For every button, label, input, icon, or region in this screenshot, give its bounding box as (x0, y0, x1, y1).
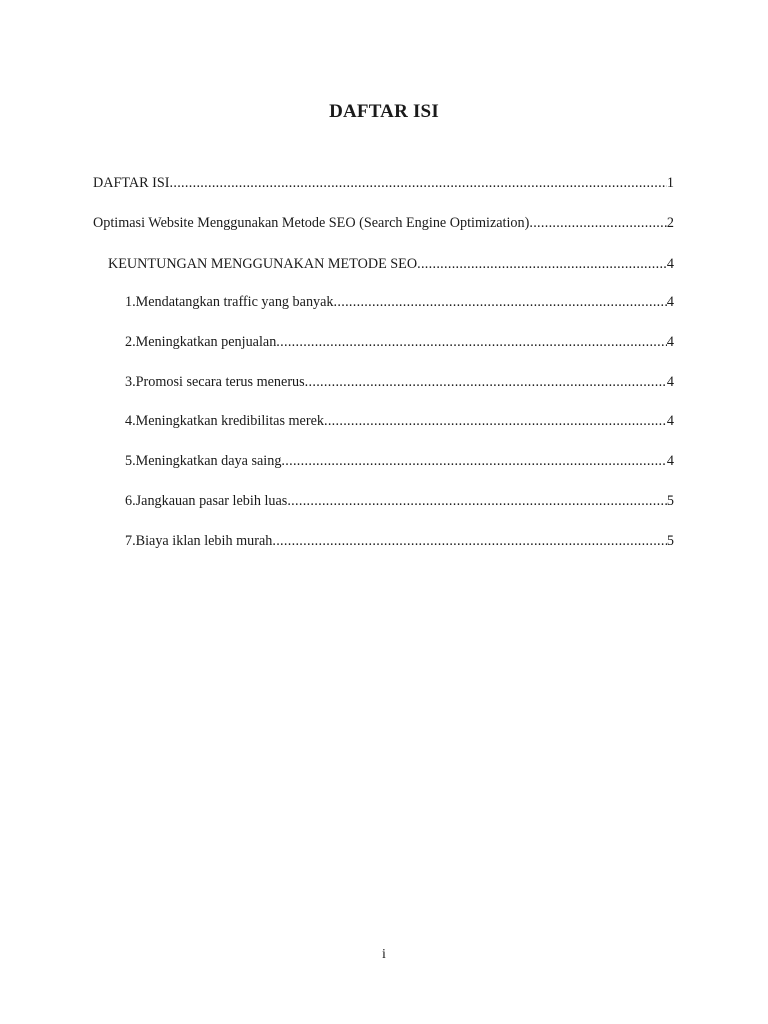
toc-dot-leader (305, 373, 667, 391)
toc-dot-leader (334, 293, 667, 311)
toc-entry-label: Meningkatkan daya saing (135, 453, 282, 469)
toc-entry-number: 7. (125, 533, 136, 549)
toc-entry-page-number: 1 (666, 175, 674, 191)
toc-entry-page-number: 5 (666, 533, 674, 549)
toc-entry-label: Jangkauan pasar lebih luas (135, 493, 288, 509)
toc-dot-leader (276, 333, 667, 351)
toc-dot-leader (281, 452, 666, 470)
toc-entry-optimasi-website[interactable] (93, 214, 674, 232)
toc-entry-label: DAFTAR ISI (93, 175, 170, 191)
toc-entry-item-1[interactable] (125, 293, 674, 311)
toc-entry-page-number: 4 (666, 453, 674, 469)
toc-entry-page-number: 4 (666, 294, 674, 310)
toc-entry-number: 6. (125, 493, 136, 509)
toc-entry-page-number: 4 (666, 374, 674, 390)
toc-entry-label: Mendatangkan traffic yang banyak (135, 294, 334, 310)
toc-entry-label: Meningkatkan kredibilitas merek (135, 413, 324, 429)
toc-dot-leader (417, 255, 667, 273)
toc-entry-keuntungan[interactable] (108, 255, 674, 273)
toc-dot-leader (170, 174, 667, 192)
toc-entry-item-5[interactable] (125, 452, 674, 470)
toc-entry-number: 5. (125, 453, 136, 469)
page-title: DAFTAR ISI (329, 101, 439, 122)
toc-entry-label: Optimasi Website Menggunakan Metode SEO (Search Engine Optimization) (93, 215, 530, 231)
toc-dot-leader (287, 492, 667, 510)
toc-entry-number: 3. (125, 374, 136, 390)
toc-entry-page-number: 4 (666, 413, 674, 429)
toc-entry-page-number: 4 (666, 334, 674, 350)
toc-entry-number: 1. (125, 294, 136, 310)
toc-dot-leader (529, 214, 667, 232)
toc-dot-leader (324, 412, 667, 430)
toc-entry-item-3[interactable] (125, 373, 674, 391)
toc-entry-item-4[interactable] (125, 412, 674, 430)
page-number-footer: i (382, 947, 386, 962)
toc-entry-label: Promosi secara terus menerus (135, 374, 305, 390)
toc-entry-page-number: 2 (666, 215, 674, 231)
toc-dot-leader (272, 532, 667, 550)
toc-entry-label: Meningkatkan penjualan (135, 334, 277, 350)
toc-entry-item-7[interactable] (125, 532, 674, 550)
toc-entry-page-number: 5 (666, 493, 674, 509)
toc-entry-daftar-isi[interactable] (93, 174, 674, 192)
toc-entry-number: 2. (125, 334, 136, 350)
toc-entry-page-number: 4 (666, 256, 674, 272)
toc-entry-label: Biaya iklan lebih murah (135, 533, 273, 549)
toc-entry-item-6[interactable] (125, 492, 674, 510)
toc-entry-item-2[interactable] (125, 333, 674, 351)
toc-entry-number: 4. (125, 413, 136, 429)
toc-entry-label: KEUNTUNGAN MENGGUNAKAN METODE SEO (108, 256, 418, 272)
